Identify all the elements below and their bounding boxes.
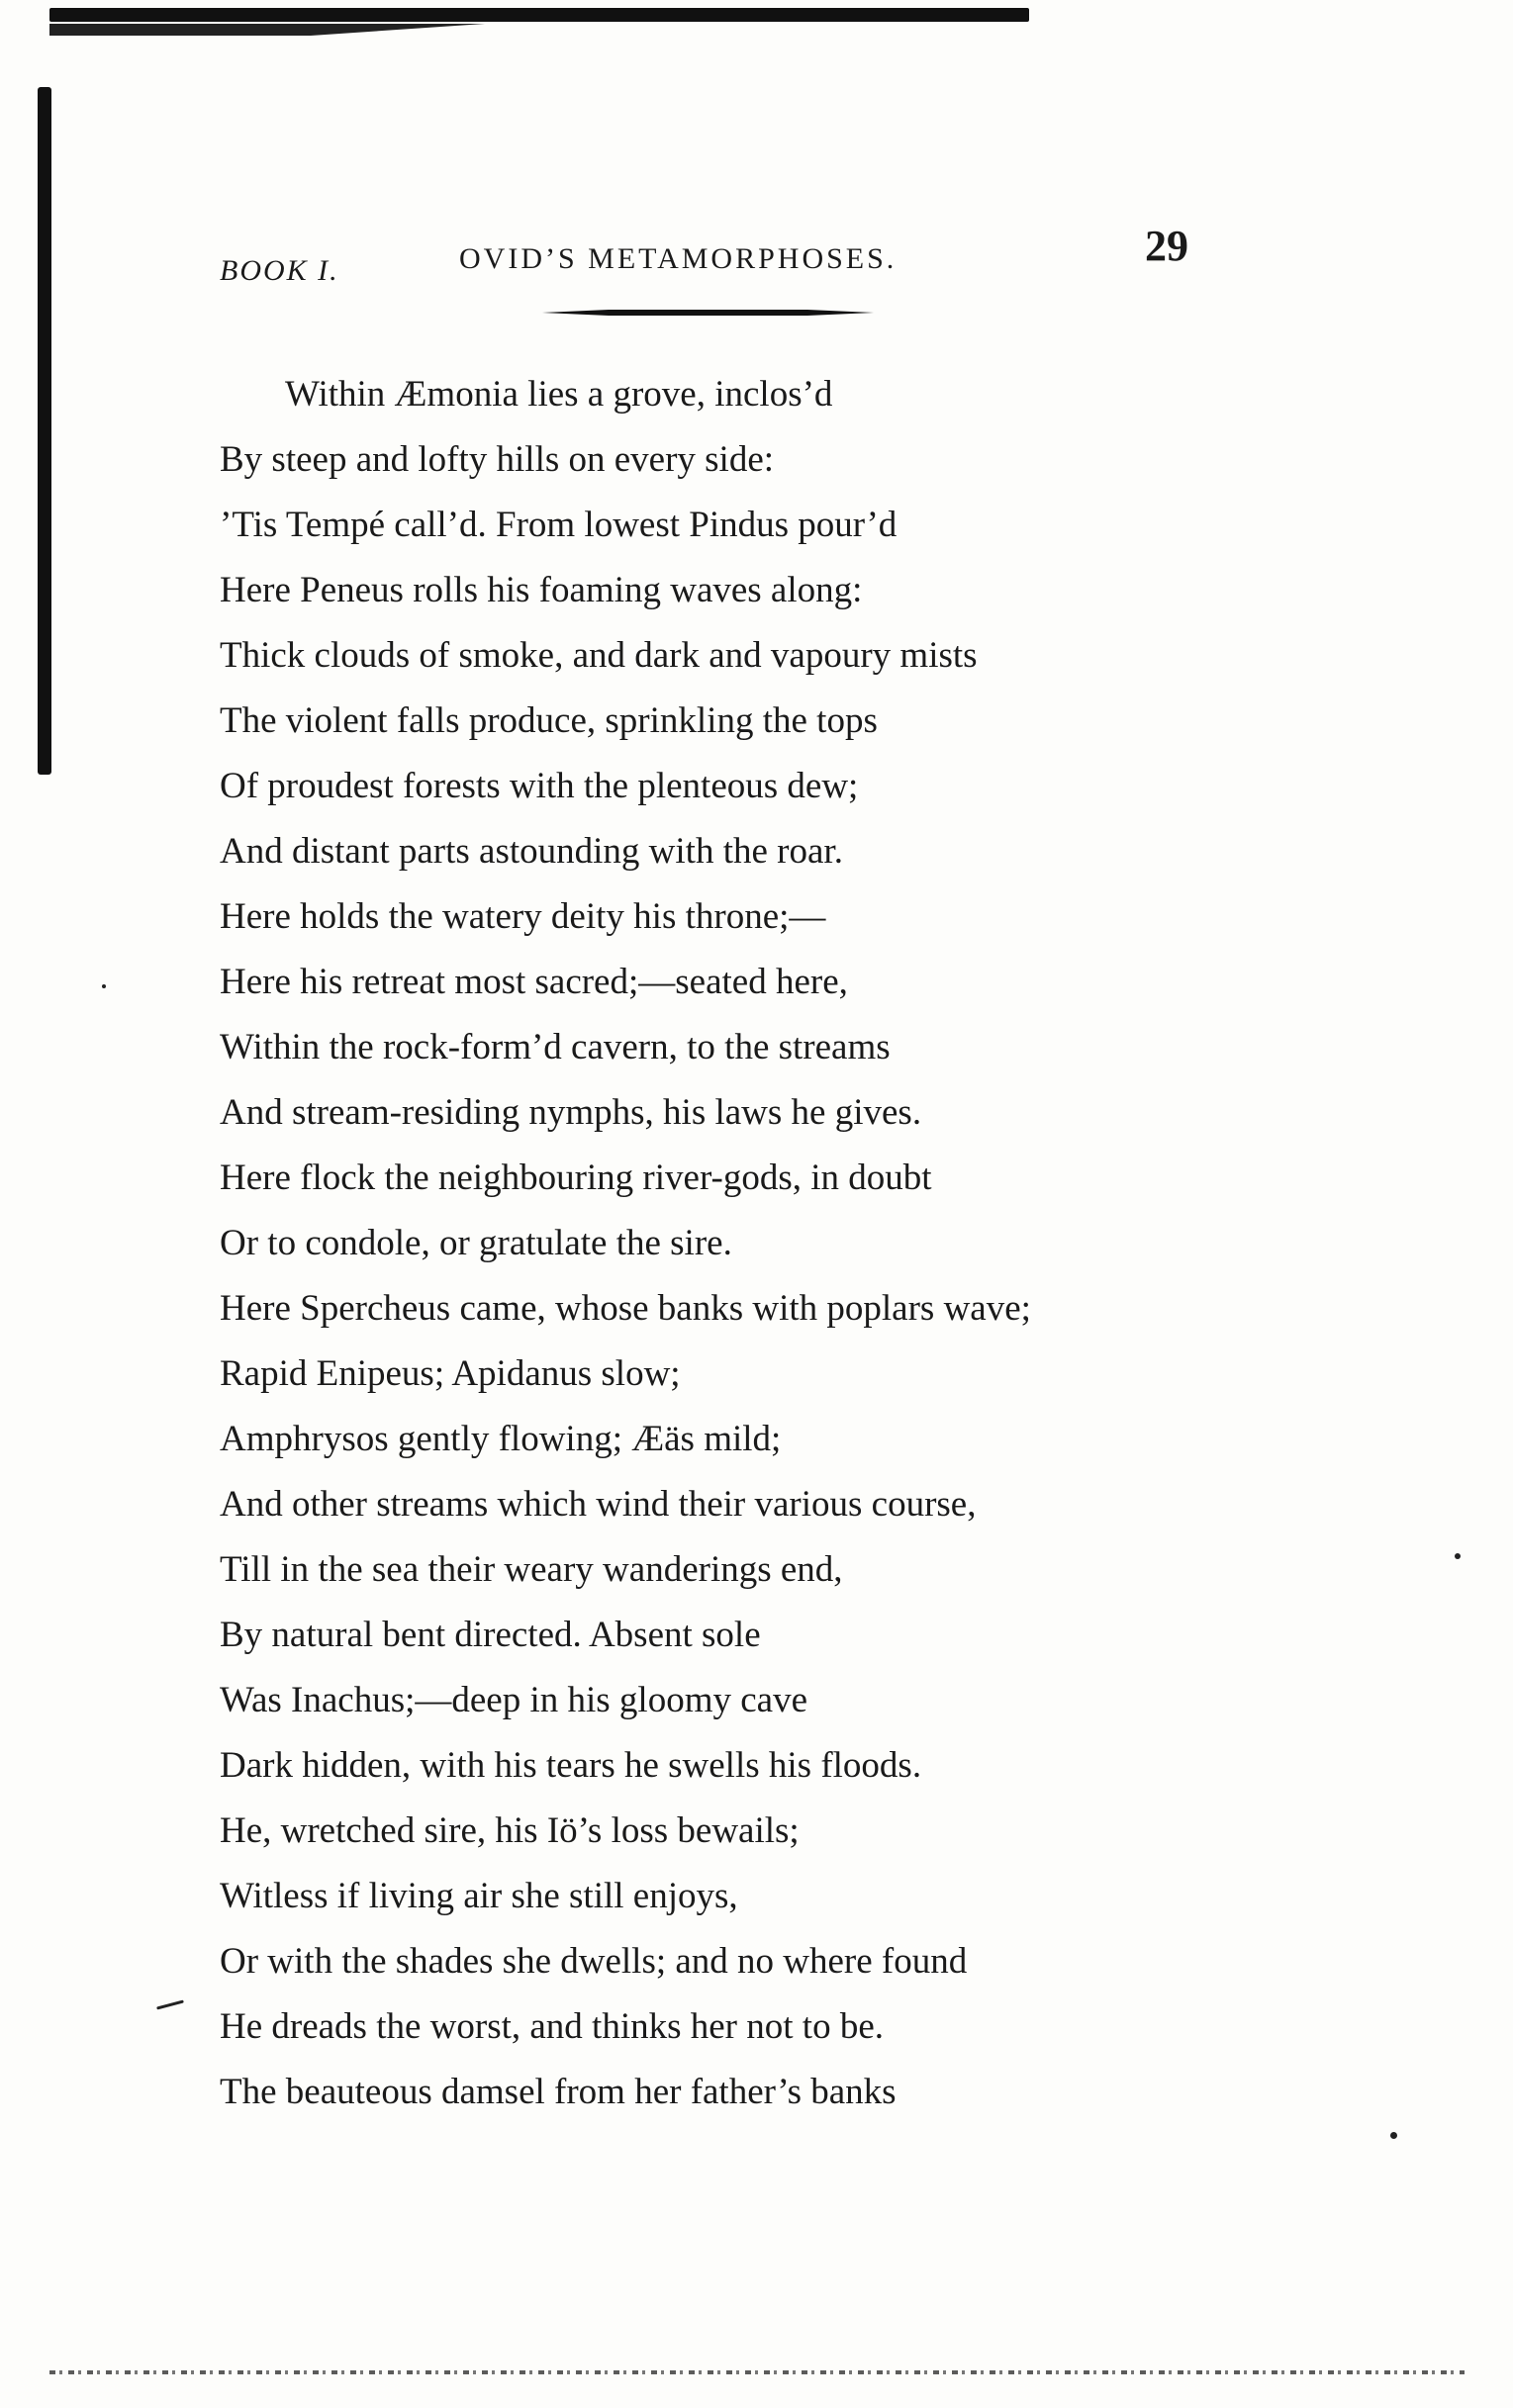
poem-line: Within the rock-form’d cavern, to the streams [220, 1027, 891, 1067]
page-number: 29 [1145, 222, 1188, 270]
poem-line: The beauteous damsel from her father’s banks [220, 2072, 897, 2112]
poem-line: Amphrysos gently flowing; Æäs mild; [220, 1419, 782, 1459]
poem-line: Of proudest forests with the plenteous dew; [220, 766, 859, 806]
poem-line: Within Æmonia lies a grove, inclos’d [285, 374, 833, 415]
book-label: BOOK I. [220, 254, 339, 287]
ink-speck [156, 1999, 184, 2009]
poem-line: He, wretched sire, his Iö’s loss bewails; [220, 1810, 800, 1851]
running-head [220, 222, 1209, 292]
poem-line: Rapid Enipeus; Apidanus slow; [220, 1353, 681, 1394]
poem-line: Or with the shades she dwells; and no where found [220, 1941, 968, 1982]
ornamental-rule [542, 310, 874, 316]
poem-line: Here Spercheus came, whose banks with poplars wave; [220, 1288, 1031, 1329]
running-title: OVID’S METAMORPHOSES. [459, 242, 898, 275]
poem-line: And stream-residing nymphs, his laws he gives. [220, 1092, 922, 1133]
poem-line: Here holds the watery deity his throne;— [220, 896, 826, 937]
poem-line: He dreads the worst, and thinks her not to be. [220, 2006, 884, 2047]
poem-line: Till in the sea their weary wanderings end, [220, 1549, 843, 1590]
ink-speck [102, 984, 106, 988]
poem-line: And other streams which wind their various course, [220, 1484, 977, 1525]
poem-line: Here flock the neighbouring river-gods, in doubt [220, 1158, 932, 1198]
top-binding-rule [49, 8, 1029, 22]
poem-line: Witless if living air she still enjoys, [220, 1876, 738, 1916]
poem-line: By steep and lofty hills on every side: [220, 439, 775, 480]
top-binding-shadow [49, 24, 485, 36]
poem-line: Thick clouds of smoke, and dark and vapoury mists [220, 635, 978, 676]
ink-speck [1455, 1553, 1461, 1559]
ink-speck [1390, 2132, 1397, 2139]
bottom-binding-edge [49, 2370, 1465, 2374]
poem-text [220, 362, 1308, 2125]
poem-line: Or to condole, or gratulate the sire. [220, 1223, 732, 1263]
poem-line: Was Inachus;—deep in his gloomy cave [220, 1680, 808, 1720]
poem-line: ’Tis Tempé call’d. From lowest Pindus pour’d [220, 505, 898, 545]
poem-line: Here Peneus rolls his foaming waves along: [220, 570, 863, 610]
poem-line: Dark hidden, with his tears he swells his floods. [220, 1745, 922, 1786]
poem-line: Here his retreat most sacred;—seated here, [220, 962, 848, 1002]
poem-line: By natural bent directed. Absent sole [220, 1615, 761, 1655]
left-margin-bar [38, 87, 51, 775]
poem-line: The violent falls produce, sprinkling the tops [220, 700, 878, 741]
poem-line: And distant parts astounding with the roar. [220, 831, 843, 872]
